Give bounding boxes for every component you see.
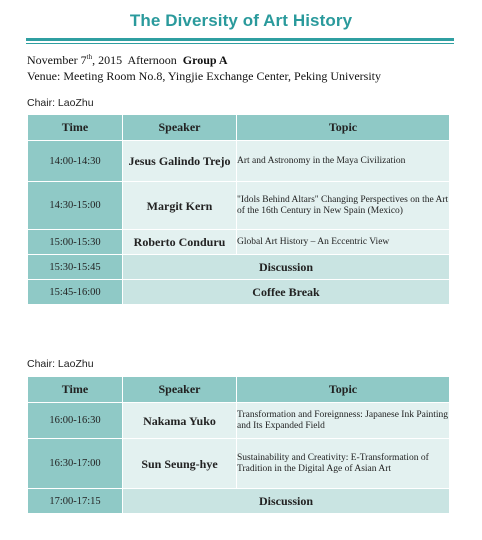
row-span-label: Discussion	[123, 489, 450, 514]
row-time: 14:30-15:00	[28, 182, 123, 230]
row-time: 15:00-15:30	[28, 230, 123, 255]
session-group: Group A	[182, 53, 228, 67]
header-time: Time	[28, 115, 123, 141]
header-speaker: Speaker	[123, 115, 237, 141]
row-span-label: Coffee Break	[123, 280, 450, 305]
session-date-suffix-sup: th	[86, 53, 93, 61]
chair-label: Chair: LaoZhu	[27, 358, 94, 370]
header-speaker: Speaker	[123, 377, 237, 403]
row-speaker: Margit Kern	[123, 182, 237, 230]
row-topic: Global Art History – An Eccentric View	[237, 230, 450, 255]
table-row	[28, 489, 450, 514]
chair-label: Chair: LaoZhu	[27, 97, 94, 109]
title-rule-thin	[26, 43, 454, 44]
session-date: November 7	[27, 53, 87, 67]
row-time: 16:30-17:00	[28, 439, 123, 489]
row-topic: "Idols Behind Altars" Changing Perspectives on the Art of the 16th Century in New Spain (Mexico)	[237, 182, 450, 230]
table-row	[28, 141, 450, 182]
table-row	[28, 439, 450, 489]
table-row	[28, 403, 450, 439]
row-time: 14:00-14:30	[28, 141, 123, 182]
session-date-line	[27, 53, 228, 68]
row-span-label: Discussion	[123, 255, 450, 280]
page-title: The Diversity of Art History	[129, 11, 353, 30]
table-row	[28, 255, 450, 280]
row-speaker: Nakama Yuko	[123, 403, 237, 439]
title-rule-thick	[26, 38, 454, 41]
row-time: 15:30-15:45	[28, 255, 123, 280]
row-speaker: Sun Seung-hye	[123, 439, 237, 489]
row-topic: Transformation and Foreignness: Japanese Ink Painting and Its Expanded Field	[237, 403, 450, 439]
table-header-row	[28, 115, 450, 141]
session-date-rest: , 2015 Afternoon	[92, 53, 183, 67]
table-header-row	[28, 377, 450, 403]
row-time: 15:45-16:00	[28, 280, 123, 305]
row-time: 16:00-16:30	[28, 403, 123, 439]
row-time: 17:00-17:15	[28, 489, 123, 514]
table-row	[28, 280, 450, 305]
session-venue: Venue: Meeting Room No.8, Yingjie Exchange Center, Peking University	[27, 69, 382, 83]
schedule-table	[27, 114, 450, 305]
table-row	[28, 182, 450, 230]
schedule-table	[27, 376, 450, 514]
table-row	[28, 230, 450, 255]
header-topic: Topic	[237, 115, 450, 141]
row-topic: Art and Astronomy in the Maya Civilization	[237, 141, 450, 182]
row-speaker: Roberto Conduru	[123, 230, 237, 255]
row-speaker: Jesus Galindo Trejo	[123, 141, 237, 182]
header-time: Time	[28, 377, 123, 403]
row-topic: Sustainability and Creativity: E-Transformation of Tradition in the Digital Age of Asian Art	[237, 439, 450, 489]
header-topic: Topic	[237, 377, 450, 403]
